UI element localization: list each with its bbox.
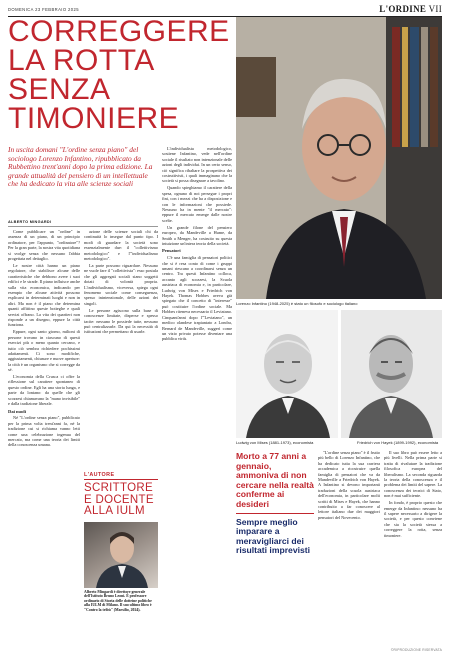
paragraph: "L'ordine senza piano" è il frutto più bello di Lorenzo Infantino, che ha dedicato tutta la sua carriera accademica a ricostruire quella famiglia di pensatori che va da Mandeville a Friedrich von Hayek. A Infantino si devono importanti traduzioni della scuola austriaca dell'economia, in particolare molti scritti di Mises e Hayek, che hanno contribuito a far conoscere al lettore italiano due dei maggiori pensatori del Novecento.: [318, 450, 380, 520]
paragraph: Le nostre città hanno un piano regolatore, che stabilisce alcune delle caratteristiche che debbono avere i suoi edifici e le strade. Il piano influisce anche sulla vita economica, indicando per esempio che alcune attività possono esplicarsi in determinati luoghi e non in altri. Ma non è il piano che determina quanti affittino queste botteghe e quali servizi offrano. La vita dei quartieri non risponde a un disegno, eppure la città funziona.: [8, 262, 80, 328]
hayek-caption: Friedrich von Hayek (1899-1992), economista: [357, 440, 439, 445]
paragraph: In fondo, è proprio questo che emerge da Infantino: nessuno ha il sapere necessario a dirigere la società, e per questo conviene che sia la società stessa a correggere la rotta, senza timoniere.: [384, 500, 442, 538]
mises-caption: Ludwig von Mises (1881-1973), economista: [236, 440, 314, 445]
author-box: [84, 472, 158, 652]
paragraph: Eppure, ogni santo giorno, milioni di persone trovano in ciascuno di questi esercizi più o meno quanto cercano, e tutto ciò sembra richiedere pochissimi adattamenti. Ci sono modifiche, aggiustamenti, chiusure e nuove aperture: la città è un organismo che si corregge da sé.: [8, 329, 80, 373]
author-box-rule: [84, 479, 158, 480]
author-box-title: [84, 483, 158, 518]
copyright-notice: ©RIPRODUZIONE RISERVATA: [390, 648, 442, 652]
article-column-5: [384, 450, 442, 651]
paragraph: Come pubblicare un "ordine" in assenza di un piano, di un principio ordinatore, per l'appunto, "ordinatore"? Per la gran parte, la nostra vita quotidiana si svolge senza che nessuno l'abbia progettata nel dettaglio.: [8, 229, 80, 262]
author-caption: Alberto Mingardi è direttore generale dell'Istituto Bruno Leoni. È professore ordinario di Storia delle dottrine politiche alla IULM di Milano. Il suo ultimo libro è "Contro la tribù" (Marsilio, 2024).: [84, 589, 152, 612]
article-summary: In uscita domani "L'ordine senza piano" del sociologo Lorenzo Infantino, ripubblicato da Rubbettino trent'anni dopo la prima edizione. La grande attualità del pensiero di un intellettuale che ha dedicato la vita alle scienze sociali: [8, 145, 153, 189]
pull-quote-2: Sempre meglio imparare a meravigliarci dei risultati imprevisti: [236, 516, 311, 556]
hayek-photo: [341, 310, 442, 438]
page-number: VII: [428, 4, 442, 14]
byline-rule: [8, 226, 158, 227]
headline-line: LA ROTTA: [8, 44, 155, 77]
paragraph: azione delle scienze sociali chi da continuità lo insegue dal punto tipo. I modi di guardare la società sono essenzialmente due: il "collettivismo metodologico" e l'"individualismo metodologico".: [84, 229, 158, 262]
paragraph: C'è una famiglia di pensatori politici che si è resa conto di come i gruppi umani riescano a coordinarsi senza un centro. Tra questi Infantino colloca, accanto agli scozzesi, la Scuola austriaca di economia e, in particolare, Ludwig von Mises e Friedrich von Hayek. Thomas Hobbes aveva già spiegato che il concetto di "interesse" può costituire l'ordine sociale. Ma Hobbes riteneva necessario il Leviatano. Cinquant'anni dopo l'"Leviatano", un medico olandese trapiantato a Londra, Bernard de Mandeville, suggerì come un vizio privato potesse diventare una pubblica virtù.: [162, 255, 232, 342]
issue-date: DOMENICA 23 FEBBRAIO 2025: [8, 7, 79, 12]
article-column-1: [8, 229, 80, 651]
subhead: Pensatori: [162, 248, 181, 254]
paragraph: L'economia della Crusca ci offre la riflessione sul carattere spontaneo di questo ordine. Egli ha una storia lunga, e parte da lontano: da quelle che gli scozzesi chiamavano la "mano invisibile" e dalla tradizione liberale.: [8, 374, 80, 407]
article-column-4: [318, 450, 380, 651]
author-box-title-line: SCRITTORE: [84, 482, 153, 494]
paragraph: Il suo libro può essere letto a più livelli. Nella prima parte si tratta di rivalutare la tradizione filosofica europea del liberalismo. La seconda riguarda la teoria della conoscenza e il problema dei limiti del sapere. La conoscenza dei tecnici di Stato, non è mai sufficiente.: [384, 450, 442, 499]
paragraph: Né "L'ordine senza piano", pubblicato per la prima volta trent'anni fa, né la tradizione cui si richiama vanno letti come una celebrazione ingenua del mercato, ma come una teoria dei limiti della conoscenza umana.: [8, 415, 80, 448]
headline-line: SENZA: [8, 73, 111, 106]
article-column-3: [162, 146, 232, 651]
mises-photo: [236, 310, 338, 438]
author-box-title-line: ALLA IULM: [84, 505, 145, 517]
headline: [8, 17, 228, 133]
pull-quote-rule: [236, 513, 314, 514]
masthead: [379, 4, 442, 14]
paragraph: La parte possono riguardare. Nessuno ne vuole fare il "collettivista": esso postula che gli aggregati sociali siano soggetti dotati di volontà propria. L'individualismo, viceversa, spiega ogni fenomeno sociale come conseguenza, spesso inintenzionale, delle azioni dei singoli.: [84, 262, 158, 306]
masthead-name: L'ORDINE: [379, 4, 427, 14]
author-photo: [84, 522, 158, 588]
pull-quote-1: Morto a 77 anni a gennaio, ammoniva di non cercare nella realtà conferme ai desideri: [236, 451, 314, 509]
pull-quote: [236, 452, 314, 556]
paragraph: Un grande filone del pensiero europeo, da Mandeville a Hume, da Smith a Menger, ha costruito su questa intuizione un'intera teoria della società.: [162, 224, 232, 246]
infantino-photo: [236, 17, 442, 299]
paragraph: Le persone agiscono sulla base di conoscenze limitate, disperse e spesso tacite: nessuno le possiede tutte, nessuno può centralizzarle. Da qui la necessità di istituzioni che permettano di usarle.: [84, 307, 158, 335]
headline-line: CORREGGERE: [8, 15, 230, 48]
byline: ALBERTO MINGARDI: [8, 220, 52, 224]
paragraph: L'individualista metodologico, sostiene Infantino, vede nell'ordine sociale il risultato non intenzionale delle azioni degli individui. In un certo senso, ciò significa ribaltare la prospettiva dei costruttivisti, i quali immaginano che la società si possa disegnare a tavolino.: [162, 146, 232, 184]
headline-line: TIMONIERE: [8, 102, 180, 135]
author-box-label: L'AUTORE: [84, 472, 115, 478]
article-column-2: [84, 229, 158, 469]
subhead: Dai modi: [8, 408, 26, 414]
infantino-caption: Lorenzo Infantino (1948-2025) è stato un filosofo e sociologo italiano: [236, 301, 358, 306]
paragraph: Quando spieghiamo il carattere della spesa, ognuno di noi persegue i propri fini, con i mezzi che ha a disposizione e con le informazioni che possiede. Nessuno ha in mente "il mercato": eppure il mercato emerge dalle nostre scelte.: [162, 185, 232, 223]
author-box-title-line: E DOCENTE: [84, 493, 154, 506]
